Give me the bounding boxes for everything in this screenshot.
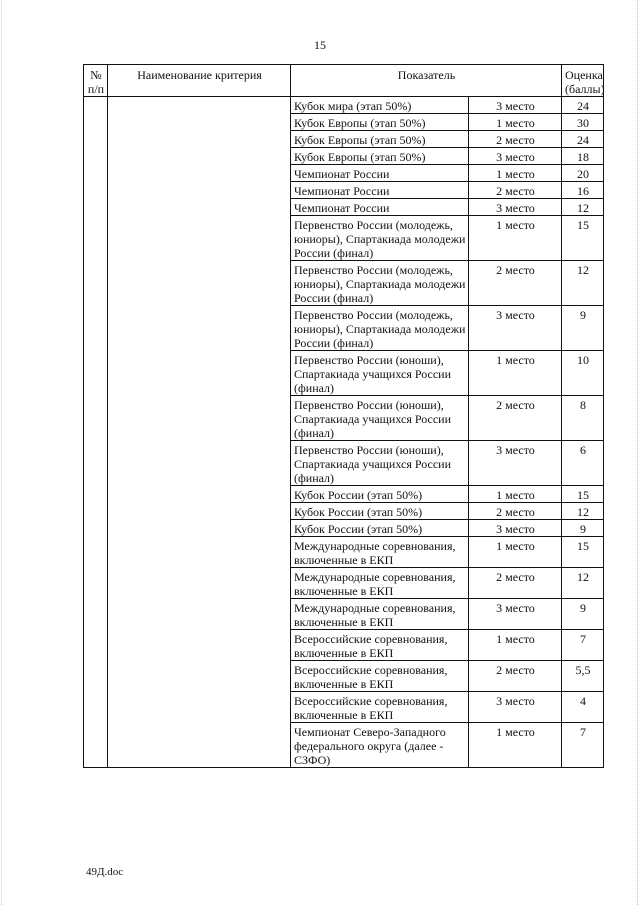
indicator-cell: Первенство России (юноши), Спартакиада учащихся России (финал) bbox=[291, 351, 469, 396]
page-number: 15 bbox=[314, 38, 326, 52]
indicator-cell: Первенство России (юноши), Спартакиада учащихся России (финал) bbox=[291, 396, 469, 441]
place-cell: 2 место bbox=[469, 396, 562, 441]
indicator-cell: Чемпионат России bbox=[291, 165, 469, 182]
indicator-cell: Кубок Европы (этап 50%) bbox=[291, 131, 469, 148]
place-cell: 1 место bbox=[469, 537, 562, 568]
indicator-cell: Чемпионат России bbox=[291, 199, 469, 216]
score-cell: 12 bbox=[562, 261, 604, 306]
score-cell: 16 bbox=[562, 182, 604, 199]
place-cell: 3 место bbox=[469, 97, 562, 114]
indicator-cell: Кубок России (этап 50%) bbox=[291, 486, 469, 503]
score-cell: 15 bbox=[562, 537, 604, 568]
score-cell: 12 bbox=[562, 199, 604, 216]
header-indicator: Показатель bbox=[291, 65, 562, 97]
place-cell: 1 место bbox=[469, 165, 562, 182]
place-cell: 3 место bbox=[469, 199, 562, 216]
place-cell: 3 место bbox=[469, 520, 562, 537]
scan-edge-left bbox=[1, 0, 3, 905]
indicator-cell: Кубок России (этап 50%) bbox=[291, 503, 469, 520]
score-cell: 15 bbox=[562, 216, 604, 261]
indicator-cell: Кубок России (этап 50%) bbox=[291, 520, 469, 537]
indicator-cell: Всероссийские соревнования, включенные в ЕКП bbox=[291, 692, 469, 723]
score-cell: 9 bbox=[562, 599, 604, 630]
place-cell: 1 место bbox=[469, 630, 562, 661]
place-cell: 1 место bbox=[469, 723, 562, 768]
place-cell: 2 место bbox=[469, 261, 562, 306]
place-cell: 2 место bbox=[469, 131, 562, 148]
place-cell: 2 место bbox=[469, 182, 562, 199]
indicator-cell: Кубок Европы (этап 50%) bbox=[291, 148, 469, 165]
place-cell: 2 место bbox=[469, 661, 562, 692]
score-cell: 24 bbox=[562, 131, 604, 148]
score-cell: 12 bbox=[562, 503, 604, 520]
score-cell: 12 bbox=[562, 568, 604, 599]
place-cell: 3 место bbox=[469, 306, 562, 351]
table-header-row bbox=[84, 65, 604, 97]
score-cell: 10 bbox=[562, 351, 604, 396]
header-number: № п/п bbox=[84, 65, 108, 97]
score-cell: 30 bbox=[562, 114, 604, 131]
header-criterion: Наименование критерия bbox=[108, 65, 291, 97]
score-cell: 7 bbox=[562, 723, 604, 768]
score-cell: 24 bbox=[562, 97, 604, 114]
indicator-cell: Первенство России (молодежь, юниоры), Спартакиада молодежи России (финал) bbox=[291, 261, 469, 306]
table-row bbox=[84, 97, 604, 114]
score-cell: 7 bbox=[562, 630, 604, 661]
indicator-cell: Всероссийские соревнования, включенные в ЕКП bbox=[291, 630, 469, 661]
place-cell: 2 место bbox=[469, 568, 562, 599]
score-cell: 4 bbox=[562, 692, 604, 723]
place-cell: 1 место bbox=[469, 114, 562, 131]
place-cell: 3 место bbox=[469, 148, 562, 165]
indicator-cell: Международные соревнования, включенные в ЕКП bbox=[291, 599, 469, 630]
indicator-cell: Чемпионат Северо-Западного федерального округа (далее - СЗФО) bbox=[291, 723, 469, 768]
indicator-cell: Первенство России (молодежь, юниоры), Спартакиада молодежи России (финал) bbox=[291, 216, 469, 261]
indicator-cell: Всероссийские соревнования, включенные в ЕКП bbox=[291, 661, 469, 692]
score-cell: 9 bbox=[562, 520, 604, 537]
footer-filename: 49Д.doc bbox=[86, 866, 124, 878]
indicator-cell: Кубок мира (этап 50%) bbox=[291, 97, 469, 114]
scan-edge-right bbox=[636, 0, 638, 905]
score-cell: 9 bbox=[562, 306, 604, 351]
place-cell: 3 место bbox=[469, 599, 562, 630]
place-cell: 1 место bbox=[469, 216, 562, 261]
score-cell: 6 bbox=[562, 441, 604, 486]
score-cell: 18 bbox=[562, 148, 604, 165]
indicator-cell: Чемпионат России bbox=[291, 182, 469, 199]
score-cell: 8 bbox=[562, 396, 604, 441]
indicator-cell: Международные соревнования, включенные в ЕКП bbox=[291, 537, 469, 568]
indicator-cell: Международные соревнования, включенные в ЕКП bbox=[291, 568, 469, 599]
place-cell: 3 место bbox=[469, 441, 562, 486]
criterion-cell bbox=[108, 97, 291, 768]
place-cell: 1 место bbox=[469, 486, 562, 503]
score-cell: 20 bbox=[562, 165, 604, 182]
indicator-cell: Первенство России (юноши), Спартакиада учащихся России (финал) bbox=[291, 441, 469, 486]
criteria-table bbox=[83, 64, 604, 768]
row-number-cell bbox=[84, 97, 108, 768]
place-cell: 2 место bbox=[469, 503, 562, 520]
score-cell: 5,5 bbox=[562, 661, 604, 692]
indicator-cell: Первенство России (молодежь, юниоры), Спартакиада молодежи России (финал) bbox=[291, 306, 469, 351]
score-cell: 15 bbox=[562, 486, 604, 503]
place-cell: 1 место bbox=[469, 351, 562, 396]
header-score: Оценка (баллы) bbox=[562, 65, 604, 97]
table-body bbox=[84, 97, 604, 768]
indicator-cell: Кубок Европы (этап 50%) bbox=[291, 114, 469, 131]
place-cell: 3 место bbox=[469, 692, 562, 723]
